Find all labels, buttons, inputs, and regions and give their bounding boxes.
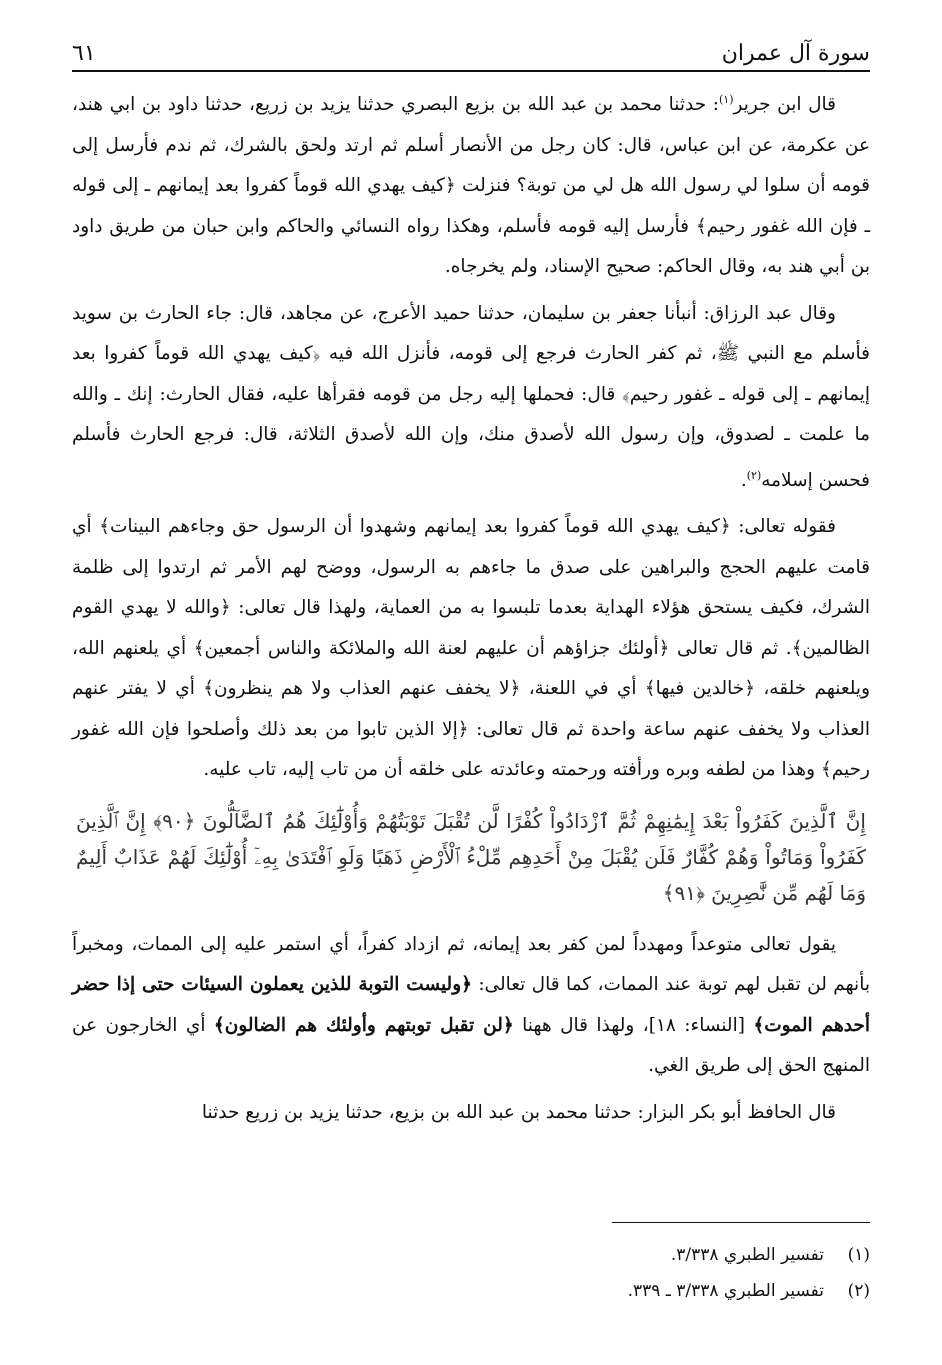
- paragraph-text: : حدثنا محمد بن عبد الله بن بزيع البصري حدثنا يزيد بن زريع، حدثنا داود بن ابي هند، عن عكرمة، عن ابن عباس، قال: كان رجل من الأنصار أسلم ثم ارتد ولحق بالشرك، ثم ندم فأرسل إلى قومه أن سلوا لي رسول الله هل لي من توبة؟ فنزلت ﴿كيف يهدي الله قوماً كفروا بعد إيمانهم ـ إلى قوله ـ فإن الله غفور رحيم﴾ فأرسل إليه قومه فأسلم، وهكذا رواه النسائي والحاكم وابن حبان من طريق داود بن أبي هند به، وقال الحاكم: صحيح الإسناد، ولم يخرجاه.: [72, 94, 870, 278]
- paragraph-text: وقال عبد الرزاق: أنبأنا جعفر بن سليمان، حدثنا حميد الأعرج، عن مجاهد، قال: جاء الحارث بن سويد فأسلم مع النبي ﷺ، ثم كفر الحارث فرجع إلى قومه، فأنزل الله فيه ﴿كيف يهدي الله قوماً كفروا بعد إيمانهم ـ إلى قوله ـ غفور رحيم﴾ قال: فحملها إليه رجل من قومه فقرأها عليه، فقال الحارث: إنك ـ والله ما علمت ـ لصدوق، وإن رسول الله لأصدق منك، وإن الله لأصدق الثلاثة، قال: فرجع الحارث فأسلم فحسن إسلامه: [72, 302, 870, 491]
- paragraph-3: [72, 507, 870, 791]
- paragraph-text: قال ابن جرير: [733, 94, 836, 116]
- paragraph-text: أي الخارجون عن المنهج الحق إلى طريق الغي.: [72, 1014, 870, 1077]
- footnote-mark: (١): [847, 1245, 870, 1265]
- footnote-mark: (٢): [847, 1281, 870, 1301]
- page-number: ٦١: [72, 41, 96, 66]
- main-text: [72, 80, 870, 1139]
- bold-quote: ﴿وليست التوبة للذين يعملون السيئات حتى إذا حضر أحدهم الموت﴾: [72, 974, 870, 1036]
- footnote-text: تفسير الطبري ٣/٣٣٨ ـ ٣٣٩.: [627, 1281, 824, 1301]
- paragraph-text: يقول تعالى متوعداً ومهدداً لمن كفر بعد إيمانه، ثم ازداد كفراً، أي استمر عليه إلى الممات، ومخبراً بأنهم لن تقبل لهم توبة عند الممات، كما قال تعالى:: [72, 933, 870, 996]
- paragraph-1: [72, 80, 870, 288]
- footnote-text: تفسير الطبري ٣/٣٣٨.: [670, 1245, 824, 1265]
- footnote: [72, 1273, 870, 1309]
- quran-verse: إِنَّ ٱلَّذِينَ كَفَرُواْ بَعْدَ إِيمَٰنِهِمْ ثُمَّ ٱزْدَادُواْ كُفْرًا لَّن تُقْبَلَ تَوْبَتُهُمْ وَأُوْلَٰٓئِكَ هُمُ ٱلضَّآلُّونَ ﴿٩٠﴾ إِنَّ ٱلَّذِينَ كَفَرُواْ وَمَاتُواْ وَهُمْ كُفَّارٌ فَلَن يُقْبَلَ مِنْ أَحَدِهِم مِّلْءُ ٱلْأَرْضِ ذَهَبًا وَلَوِ ٱفْتَدَىٰ بِهِۦٓ أُوْلَٰٓئِكَ لَهُمْ عَذَابٌ أَلِيمٌ وَمَا لَهُم مِّن نَّٰصِرِينَ ﴿٩١﴾: [76, 808, 866, 905]
- paragraph-5: قال الحافظ أبو بكر البزار: حدثنا محمد بن عبد الله بن بزيع، حدثنا يزيد بن زريع حدثنا: [201, 1101, 836, 1123]
- footnotes: [72, 1237, 870, 1309]
- footnote-ref: (٢): [746, 468, 762, 482]
- footnote: [72, 1237, 870, 1273]
- paragraph-text: .: [740, 469, 747, 491]
- paragraph-text: [النساء: ١٨]، ولهذا قال ههنا: [513, 1014, 754, 1036]
- footnote-divider: [612, 1222, 870, 1223]
- paragraph-text: فقوله تعالى: ﴿كيف يهدي الله قوماً كفروا بعد إيمانهم وشهدوا أن الرسول حق وجاءهم البينات﴾ أي قامت عليهم الحجج والبراهين على صدق ما جاءهم به الرسول، ووضح لهم الأمر ثم ارتدوا إلى ظلمة الشرك، فكيف يستحق هؤلاء الهداية بعدما تلبسوا به من العماية، ولهذا قال تعالى: ﴿والله لا يهدي القوم الظالمين﴾. ثم قال تعالى ﴿أولئك جزاؤهم أن عليهم لعنة الله والملائكة والناس أجمعين﴾ أي يلعنهم الله، ويلعنهم خلقه، ﴿خالدين فيها﴾ أي في اللعنة، ﴿لا يخفف عنهم العذاب ولا هم ينظرون﴾ أي لا يفتر عنهم العذاب ولا يخفف عنهم ساعة واحدة ثم قال تعالى: ﴿إلا الذين تابوا من بعد ذلك وأصلحوا فإن الله غفور رحيم﴾ وهذا من لطفه وبره ورأفته ورحمته وعائدته على خلقه أن من تاب إليه، تاب عليه.: [72, 516, 870, 781]
- page-header: [72, 30, 870, 72]
- paragraph-4: [72, 925, 870, 1087]
- paragraph-2: [72, 294, 870, 502]
- bold-quote: ﴿لن تقبل توبتهم وأولئك هم الضالون﴾: [213, 1014, 514, 1036]
- surah-title: سورة آل عمران: [721, 41, 870, 66]
- footnote-ref: (١): [719, 93, 734, 106]
